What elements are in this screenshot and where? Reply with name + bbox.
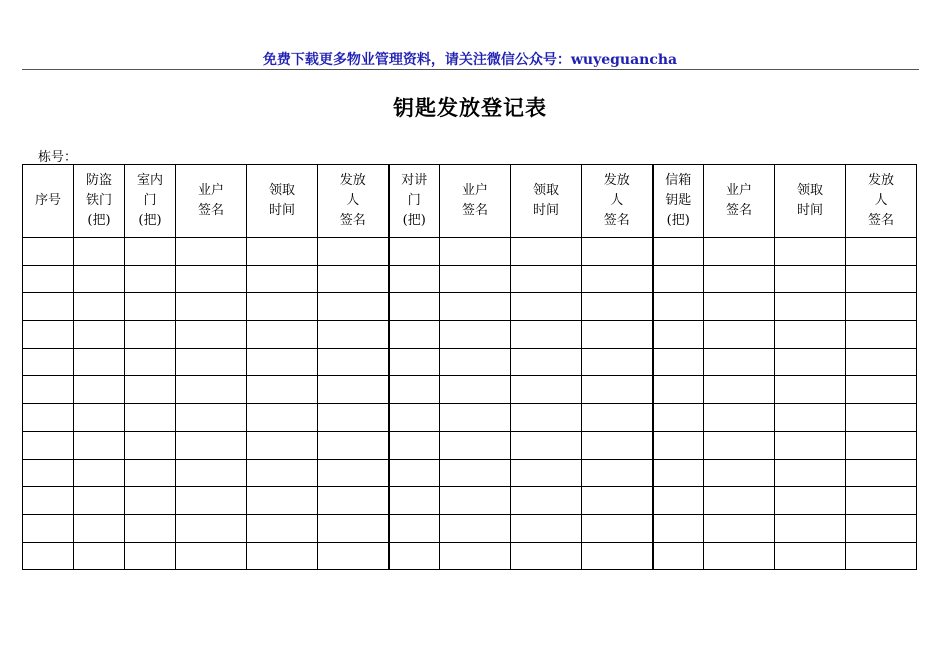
blank-entry-cell	[846, 321, 917, 349]
table-row	[23, 487, 917, 515]
blank-entry-cell	[440, 265, 511, 293]
blank-entry-cell	[704, 293, 775, 321]
blank-entry-cell	[846, 376, 917, 404]
blank-entry-cell	[389, 459, 440, 487]
blank-entry-cell	[176, 321, 247, 349]
blank-entry-cell	[653, 348, 704, 376]
column-header: 发放 人 签名	[582, 165, 653, 238]
blank-entry-cell	[846, 431, 917, 459]
table-row	[23, 376, 917, 404]
blank-entry-cell	[389, 487, 440, 515]
blank-entry-cell	[582, 265, 653, 293]
table-row	[23, 238, 917, 266]
blank-entry-cell	[125, 265, 176, 293]
blank-entry-cell	[440, 348, 511, 376]
blank-entry-cell	[511, 487, 582, 515]
blank-entry-cell	[440, 238, 511, 266]
blank-entry-cell	[846, 459, 917, 487]
blank-entry-cell	[125, 404, 176, 432]
blank-entry-cell	[582, 348, 653, 376]
blank-entry-cell	[582, 542, 653, 570]
blank-entry-cell	[176, 487, 247, 515]
blank-entry-cell	[389, 376, 440, 404]
blank-entry-cell	[318, 487, 389, 515]
blank-entry-cell	[440, 459, 511, 487]
blank-entry-cell	[846, 487, 917, 515]
blank-entry-cell	[23, 265, 74, 293]
blank-entry-cell	[440, 404, 511, 432]
blank-entry-cell	[176, 542, 247, 570]
blank-entry-cell	[582, 431, 653, 459]
blank-entry-cell	[653, 404, 704, 432]
table-header-row	[23, 165, 917, 238]
column-header: 业户 签名	[440, 165, 511, 238]
blank-entry-cell	[74, 348, 125, 376]
blank-entry-cell	[704, 348, 775, 376]
blank-entry-cell	[125, 542, 176, 570]
blank-entry-cell	[318, 321, 389, 349]
blank-entry-cell	[704, 376, 775, 404]
blank-entry-cell	[318, 265, 389, 293]
blank-entry-cell	[389, 514, 440, 542]
column-header: 信箱 钥匙 (把)	[653, 165, 704, 238]
blank-entry-cell	[440, 542, 511, 570]
blank-entry-cell	[704, 542, 775, 570]
blank-entry-cell	[247, 321, 318, 349]
table-row	[23, 431, 917, 459]
blank-entry-cell	[318, 238, 389, 266]
column-header: 业户 签名	[704, 165, 775, 238]
column-header: 室内 门 (把)	[125, 165, 176, 238]
blank-entry-cell	[74, 376, 125, 404]
blank-entry-cell	[125, 459, 176, 487]
blank-entry-cell	[582, 293, 653, 321]
blank-entry-cell	[389, 431, 440, 459]
column-header: 防盗 铁门 (把)	[74, 165, 125, 238]
blank-entry-cell	[653, 459, 704, 487]
blank-entry-cell	[511, 404, 582, 432]
blank-entry-cell	[125, 376, 176, 404]
blank-entry-cell	[23, 514, 74, 542]
blank-entry-cell	[247, 238, 318, 266]
blank-entry-cell	[511, 431, 582, 459]
blank-entry-cell	[389, 404, 440, 432]
table-row	[23, 514, 917, 542]
blank-entry-cell	[653, 487, 704, 515]
blank-entry-cell	[704, 265, 775, 293]
blank-entry-cell	[704, 514, 775, 542]
blank-entry-cell	[846, 293, 917, 321]
blank-entry-cell	[176, 293, 247, 321]
blank-entry-cell	[176, 431, 247, 459]
blank-entry-cell	[775, 514, 846, 542]
header-divider	[22, 69, 919, 70]
header-note: 免费下载更多物业管理资料，请关注微信公众号：wuyeguancha	[262, 52, 678, 68]
blank-entry-cell	[247, 404, 318, 432]
blank-entry-cell	[125, 238, 176, 266]
blank-entry-cell	[653, 265, 704, 293]
blank-entry-cell	[318, 459, 389, 487]
column-header: 领取 时间	[511, 165, 582, 238]
blank-entry-cell	[582, 514, 653, 542]
blank-entry-cell	[582, 459, 653, 487]
blank-entry-cell	[247, 293, 318, 321]
blank-entry-cell	[389, 348, 440, 376]
blank-entry-cell	[775, 459, 846, 487]
blank-entry-cell	[247, 542, 318, 570]
blank-entry-cell	[653, 514, 704, 542]
blank-entry-cell	[74, 514, 125, 542]
blank-entry-cell	[582, 487, 653, 515]
blank-entry-cell	[440, 293, 511, 321]
blank-entry-cell	[775, 376, 846, 404]
blank-entry-cell	[389, 293, 440, 321]
blank-entry-cell	[653, 321, 704, 349]
blank-entry-cell	[318, 293, 389, 321]
blank-entry-cell	[653, 376, 704, 404]
blank-entry-cell	[704, 459, 775, 487]
blank-entry-cell	[74, 459, 125, 487]
blank-entry-cell	[23, 431, 74, 459]
blank-entry-cell	[846, 542, 917, 570]
key-issue-register-table	[22, 164, 917, 570]
blank-entry-cell	[23, 542, 74, 570]
blank-entry-cell	[511, 459, 582, 487]
blank-entry-cell	[775, 265, 846, 293]
blank-entry-cell	[775, 487, 846, 515]
blank-entry-cell	[247, 265, 318, 293]
blank-entry-cell	[125, 431, 176, 459]
blank-entry-cell	[247, 376, 318, 404]
blank-entry-cell	[176, 348, 247, 376]
blank-entry-cell	[125, 514, 176, 542]
column-header: 序号	[23, 165, 74, 238]
table-row	[23, 542, 917, 570]
blank-entry-cell	[440, 514, 511, 542]
blank-entry-cell	[846, 514, 917, 542]
blank-entry-cell	[653, 293, 704, 321]
blank-entry-cell	[23, 487, 74, 515]
blank-entry-cell	[846, 348, 917, 376]
blank-entry-cell	[318, 348, 389, 376]
column-header: 领取 时间	[247, 165, 318, 238]
blank-entry-cell	[775, 404, 846, 432]
blank-entry-cell	[582, 376, 653, 404]
blank-entry-cell	[440, 321, 511, 349]
blank-entry-cell	[389, 265, 440, 293]
blank-entry-cell	[74, 487, 125, 515]
blank-entry-cell	[318, 431, 389, 459]
blank-entry-cell	[846, 404, 917, 432]
blank-entry-cell	[511, 238, 582, 266]
blank-entry-cell	[704, 321, 775, 349]
table-row	[23, 293, 917, 321]
blank-entry-cell	[318, 404, 389, 432]
blank-entry-cell	[511, 542, 582, 570]
blank-entry-cell	[74, 542, 125, 570]
blank-entry-cell	[23, 459, 74, 487]
blank-entry-cell	[389, 542, 440, 570]
blank-entry-cell	[704, 238, 775, 266]
blank-entry-cell	[176, 376, 247, 404]
blank-entry-cell	[318, 542, 389, 570]
table-row	[23, 265, 917, 293]
blank-entry-cell	[582, 238, 653, 266]
column-header: 发放 人 签名	[318, 165, 389, 238]
table-row	[23, 459, 917, 487]
blank-entry-cell	[74, 404, 125, 432]
blank-entry-cell	[318, 376, 389, 404]
blank-entry-cell	[511, 265, 582, 293]
blank-entry-cell	[176, 514, 247, 542]
blank-entry-cell	[125, 293, 176, 321]
blank-entry-cell	[247, 487, 318, 515]
page-title: 钥匙发放登记表	[393, 96, 547, 120]
blank-entry-cell	[176, 404, 247, 432]
table-row	[23, 348, 917, 376]
blank-entry-cell	[247, 431, 318, 459]
blank-entry-cell	[318, 514, 389, 542]
blank-entry-cell	[440, 487, 511, 515]
blank-entry-cell	[389, 238, 440, 266]
blank-entry-cell	[704, 487, 775, 515]
blank-entry-cell	[125, 321, 176, 349]
blank-entry-cell	[125, 348, 176, 376]
blank-entry-cell	[440, 376, 511, 404]
blank-entry-cell	[23, 238, 74, 266]
blank-entry-cell	[389, 321, 440, 349]
blank-entry-cell	[74, 265, 125, 293]
blank-entry-cell	[653, 542, 704, 570]
blank-entry-cell	[775, 348, 846, 376]
column-header: 发放 人 签名	[846, 165, 917, 238]
blank-entry-cell	[582, 404, 653, 432]
blank-entry-cell	[511, 376, 582, 404]
blank-entry-cell	[775, 321, 846, 349]
blank-entry-cell	[440, 431, 511, 459]
blank-entry-cell	[23, 348, 74, 376]
table-row	[23, 404, 917, 432]
blank-entry-cell	[74, 293, 125, 321]
blank-entry-cell	[775, 542, 846, 570]
blank-entry-cell	[23, 321, 74, 349]
blank-entry-cell	[846, 265, 917, 293]
blank-entry-cell	[775, 293, 846, 321]
blank-entry-cell	[74, 238, 125, 266]
blank-entry-cell	[176, 265, 247, 293]
blank-entry-cell	[511, 293, 582, 321]
blank-entry-cell	[582, 321, 653, 349]
table-row	[23, 321, 917, 349]
blank-entry-cell	[247, 459, 318, 487]
blank-entry-cell	[125, 487, 176, 515]
blank-entry-cell	[247, 514, 318, 542]
blank-entry-cell	[23, 376, 74, 404]
blank-entry-cell	[176, 238, 247, 266]
blank-entry-cell	[846, 238, 917, 266]
blank-entry-cell	[704, 431, 775, 459]
blank-entry-cell	[775, 238, 846, 266]
blank-entry-cell	[511, 321, 582, 349]
column-header: 对讲 门 (把)	[389, 165, 440, 238]
blank-entry-cell	[247, 348, 318, 376]
building-number-label: 栋号：	[38, 150, 78, 165]
blank-entry-cell	[775, 431, 846, 459]
blank-entry-cell	[74, 321, 125, 349]
blank-entry-cell	[23, 404, 74, 432]
blank-entry-cell	[23, 293, 74, 321]
blank-entry-cell	[511, 348, 582, 376]
blank-entry-cell	[653, 431, 704, 459]
column-header: 领取 时间	[775, 165, 846, 238]
column-header: 业户 签名	[176, 165, 247, 238]
blank-entry-cell	[653, 238, 704, 266]
blank-entry-cell	[511, 514, 582, 542]
blank-entry-cell	[176, 459, 247, 487]
blank-entry-cell	[74, 431, 125, 459]
blank-entry-cell	[704, 404, 775, 432]
